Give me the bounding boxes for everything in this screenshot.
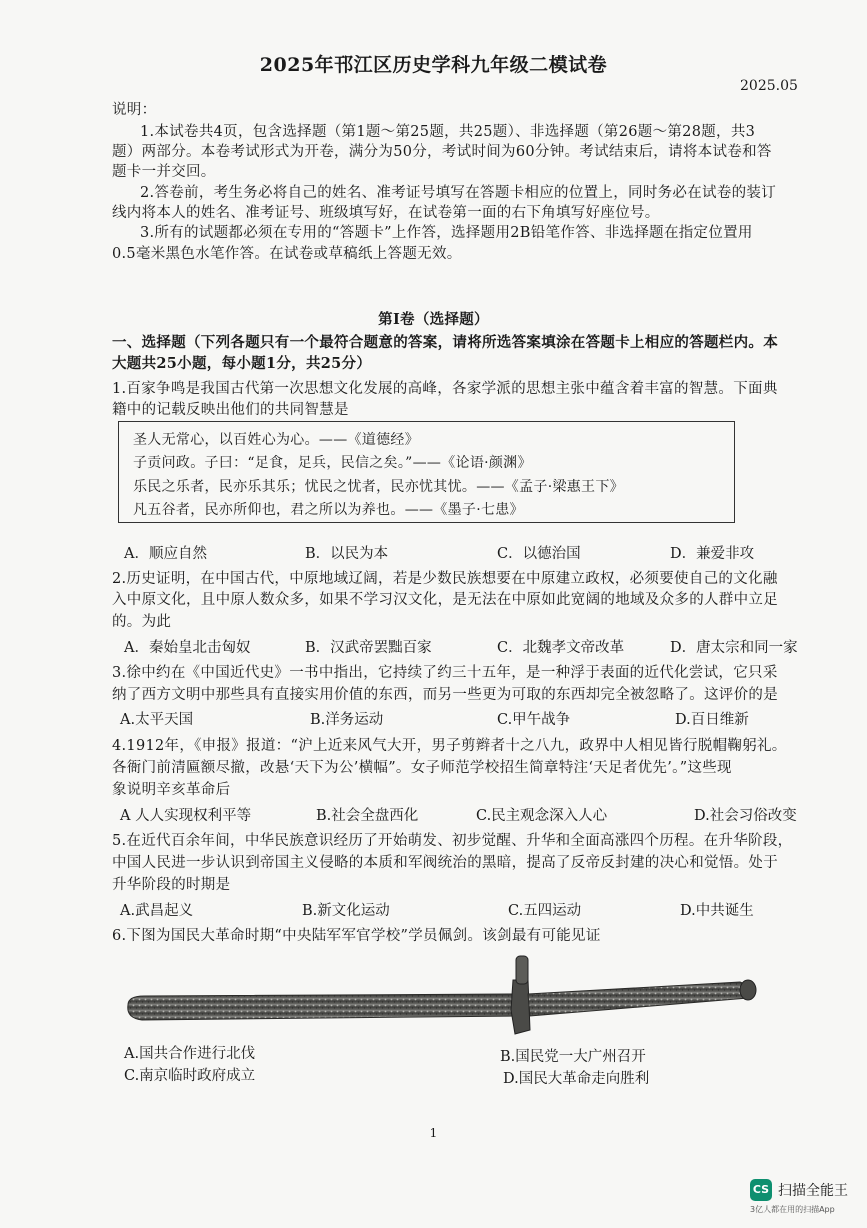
q3-option-a[interactable]: A.太平天国: [120, 712, 194, 728]
q4-option-d[interactable]: D.社会习俗改变: [694, 808, 797, 824]
q4-stem: 象说明辛亥革命后: [112, 782, 231, 798]
q3-stem: 纳了西方文明中那些具有直接实用价值的东西，而另一些更为可取的东西却完全被忽略了。这评价的是: [112, 687, 778, 703]
q2-stem: 的。为此: [112, 614, 172, 630]
exam-title: 2025年邗江区历史学科九年级二模试卷: [259, 54, 608, 76]
q2-option-c[interactable]: C．北魏孝文帝改革: [497, 640, 625, 656]
q1-stem: 籍中的记载反映出他们的共同智慧是: [112, 402, 349, 418]
q5-stem: 中国人民进一步认识到帝国主义侵略的本质和军阀统治的黑暗，提高了反帝反封建的决心和觉悟。处于: [112, 855, 778, 871]
q2-option-d[interactable]: D．唐太宗和同一家: [670, 640, 798, 656]
q1-quote: 子贡问政。子曰：“足食，足兵，民信之矣。”——《论语·颜渊》: [133, 455, 532, 471]
watermark-subtext: 3亿人都在用的扫描App: [750, 1205, 835, 1214]
q1-quote-box: [118, 421, 735, 523]
q3-option-b[interactable]: B.洋务运动: [310, 712, 384, 728]
q1-option-d[interactable]: D．兼爱非攻: [670, 546, 755, 562]
q6-option-d[interactable]: D.国民大革命走向胜利: [503, 1071, 650, 1087]
q1-quote: 乐民之乐者，民亦乐其乐；忧民之忧者，民亦忧其忧。——《孟子·梁惠王下》: [133, 479, 624, 495]
instruction-line: 线内将本人的姓名、准考证号、班级填写好，在试卷第一面的右下角填写好座位号。: [112, 205, 660, 221]
watermark-text: 扫描全能王: [778, 1183, 848, 1199]
q3-stem: 3.徐中约在《中国近代史》一书中指出，它持续了约三十五年，是一种浮于表面的近代化尝试，它只采: [112, 665, 778, 681]
section-intro: 大题共25小题，每小题1分，共25分）: [112, 355, 372, 372]
camscanner-logo-icon: CS: [750, 1179, 772, 1201]
instruction-line: 题）两部分。本卷考试形式为开卷，满分为50分，考试时间为60分钟。考试结束后，请将本试卷和答: [112, 144, 772, 160]
q5-option-d[interactable]: D.中共诞生: [680, 903, 754, 919]
q6-stem: 6.下图为国民大革命时期“中央陆军军官学校”学员佩剑。该剑最有可能见证: [112, 928, 601, 944]
q5-option-b[interactable]: B.新文化运动: [302, 903, 390, 919]
q1-stem: 1.百家争鸣是我国古代第一次思想文化发展的高峰，各家学派的思想主张中蕴含着丰富的智慧。下面典: [112, 381, 778, 397]
section-intro: 一、选择题（下列各题只有一个最符合题意的答案，请将所选答案填涂在答题卡上相应的答题栏内。本: [112, 334, 778, 351]
q5-option-c[interactable]: C.五四运动: [508, 903, 582, 919]
sword-image: [120, 950, 760, 1040]
instruction-line: 1.本试卷共4页，包含选择题（第1题～第25题，共25题）、非选择题（第26题～第28题，共3: [140, 124, 756, 140]
instruction-line: 3.所有的试题都必须在专用的“答题卡”上作答，选择题用2B铅笔作答、非选择题在指定位置用: [140, 225, 753, 241]
q1-option-c[interactable]: C．以德治国: [497, 546, 581, 562]
q4-stem: 4.1912年，《申报》报道：“沪上近来风气大开，男子剪辫者十之八九，政界中人相见皆行脱帽鞠躬礼。: [112, 738, 787, 754]
q6-option-a[interactable]: A.国共合作进行北伐: [124, 1046, 256, 1062]
q5-stem: 升华阶段的时期是: [112, 877, 231, 893]
q4-option-c[interactable]: C.民主观念深入人心: [476, 808, 608, 824]
q2-stem: 入中原文化，且中原人数众多，如果不学习汉文化，是无法在中原如此宽阔的地域及众多的人群中立足: [112, 592, 778, 608]
q5-option-a[interactable]: A.武昌起义: [120, 903, 194, 919]
q4-stem: 各衙门前清匾额尽撤，改悬‘天下为公’横幅”。女子师范学校招生简章特注‘天足者优先’。”这些现: [112, 760, 732, 776]
q3-option-d[interactable]: D.百日维新: [675, 712, 749, 728]
q2-option-b[interactable]: B．汉武帝罢黜百家: [305, 640, 432, 656]
q1-quote: 圣人无常心，以百姓心为心。——《道德经》: [133, 432, 419, 448]
q5-stem: 5.在近代百余年间，中华民族意识经历了开始萌发、初步觉醒、升华和全面高涨四个历程。在升华阶段，: [112, 833, 793, 849]
exam-date: 2025.05: [740, 78, 798, 94]
q4-option-b[interactable]: B.社会全盘西化: [316, 808, 419, 824]
instruction-line: 2.答卷前，考生务必将自己的姓名、准考证号填写在答题卡相应的位置上，同时务必在试卷的装订: [140, 185, 777, 201]
instruction-line: 题卡一并交回。: [112, 164, 216, 180]
q2-stem: 2.历史证明，在中国古代，中原地域辽阔，若是少数民族想要在中原建立政权，必须要使自己的文化融: [112, 571, 778, 587]
q1-option-b[interactable]: B．以民为本: [305, 546, 389, 562]
instructions-label: 说明：: [112, 102, 157, 118]
q2-option-a[interactable]: A．秦始皇北击匈奴: [124, 640, 251, 656]
q1-option-a[interactable]: A．顺应自然: [124, 546, 207, 562]
q4-option-a[interactable]: A 人人实现权利平等: [120, 808, 252, 824]
instruction-line: 0.5毫米黑色水笔作答。在试卷或草稿纸上答题无效。: [112, 246, 462, 262]
q3-option-c[interactable]: C.甲午战争: [497, 712, 571, 728]
page-number: 1: [429, 1126, 438, 1140]
q1-quote: 凡五谷者，民亦所仰也，君之所以为养也。——《墨子·七患》: [133, 502, 524, 518]
q6-option-c[interactable]: C.南京临时政府成立: [124, 1068, 256, 1084]
q6-option-b[interactable]: B.国民党一大广州召开: [500, 1049, 646, 1065]
section-title: 第Ⅰ卷（选择题）: [378, 311, 489, 328]
